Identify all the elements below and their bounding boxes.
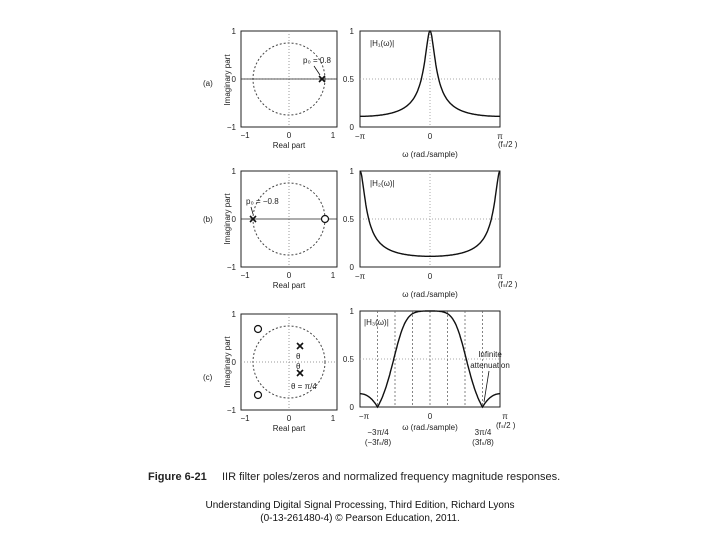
minus-3pi4-label: −3π/4 (367, 428, 389, 437)
x-tick: −π (354, 272, 366, 281)
imag-axis-label-b: Imaginary part (223, 193, 232, 245)
h1-label: |H₁(ω)| (370, 39, 395, 48)
h2-label: |H₂(ω)| (370, 179, 395, 188)
x-tick: π (502, 412, 508, 421)
pole-arrow-b (251, 207, 253, 214)
y-tick: 1 (231, 27, 236, 36)
pole-arrow-a (314, 66, 320, 75)
y-tick: 0 (231, 358, 236, 367)
y-tick: 1 (231, 167, 236, 176)
x-tick: −1 (240, 131, 250, 140)
panel-a-label: (a) (203, 79, 213, 88)
panel-a (203, 27, 518, 159)
plus-3fs8-label: (3fₛ/8) (472, 438, 494, 447)
theta-lower: θ (296, 362, 301, 371)
x-tick: −π (358, 412, 370, 421)
y-tick: 1 (231, 310, 236, 319)
fs2-label: (fₛ/2 ) (498, 140, 518, 149)
y-tick: 0 (349, 403, 354, 412)
pole-label-b: p₀ = −0.8 (246, 197, 279, 206)
y-tick: −1 (226, 123, 236, 132)
figure-number: Figure 6-21 (148, 471, 207, 483)
minus-3fs8-label: (−3fₛ/8) (364, 438, 392, 447)
y-tick: 0.5 (342, 355, 354, 364)
h3-label: |H₃(ω)| (364, 318, 389, 327)
x-tick: π (497, 132, 503, 141)
y-tick: 1 (349, 167, 354, 176)
plus-3pi4-label: 3π/4 (474, 428, 492, 437)
y-tick: 1 (349, 307, 354, 316)
credit-line-2: (0-13-261480-4) © Pearson Education, 2011. (260, 513, 460, 524)
real-axis-label-c: Real part (272, 424, 306, 433)
omega-axis-label: ω (rad./sample) (402, 150, 458, 159)
figure-caption: IIR filter poles/zeros and normalized frequency magnitude responses. (222, 471, 561, 483)
zero-marker (255, 392, 262, 399)
imag-axis-label-a: Imaginary part (223, 54, 232, 106)
x-tick: 0 (427, 272, 433, 281)
y-tick: 0 (231, 75, 236, 84)
theta-upper: θ (296, 352, 301, 361)
panel-c (203, 307, 516, 447)
real-axis-label-a: Real part (272, 141, 306, 150)
credit-line-1: Understanding Digital Signal Processing, Third Edition, Richard Lyons (205, 500, 515, 511)
fs2-label: (fₛ/2 ) (496, 421, 516, 430)
attenuation-arrow (484, 371, 489, 402)
y-tick: 0 (349, 263, 354, 272)
panel-b (203, 167, 518, 299)
infinite-label: Infinite (478, 350, 502, 359)
fs2-label: (fₛ/2 ) (498, 280, 518, 289)
y-tick: −1 (226, 406, 236, 415)
x-tick: 1 (330, 131, 336, 140)
y-tick: 0 (349, 123, 354, 132)
x-tick: 0 (427, 132, 433, 141)
theta-value-label: θ = π/4 (291, 382, 317, 391)
x-tick: 0 (286, 271, 292, 280)
imag-axis-label-c: Imaginary part (223, 336, 232, 388)
y-tick: 0.5 (342, 215, 354, 224)
x-tick: 1 (330, 414, 336, 423)
x-tick: 0 (286, 414, 292, 423)
panel-c-label: (c) (203, 373, 213, 382)
x-tick: 0 (427, 412, 433, 421)
omega-axis-label: ω (rad./sample) (402, 423, 458, 432)
y-tick: −1 (226, 263, 236, 272)
x-tick: −1 (240, 271, 250, 280)
omega-axis-label: ω (rad./sample) (402, 290, 458, 299)
x-tick: 0 (286, 131, 292, 140)
panel-b-label: (b) (203, 215, 213, 224)
x-tick: −π (354, 132, 366, 141)
pole-label-a: p₀ = 0.8 (303, 56, 332, 65)
real-axis-label-b: Real part (272, 281, 306, 290)
y-tick: 0 (231, 215, 236, 224)
y-tick: 0.5 (342, 75, 354, 84)
x-tick: 1 (330, 271, 336, 280)
zero-marker (255, 326, 262, 333)
y-tick: 1 (349, 27, 354, 36)
pole-marker (297, 343, 303, 349)
attenuation-label: attenuation (470, 361, 510, 370)
x-tick: −1 (240, 414, 250, 423)
zero-marker (322, 216, 329, 223)
x-tick: π (497, 272, 503, 281)
